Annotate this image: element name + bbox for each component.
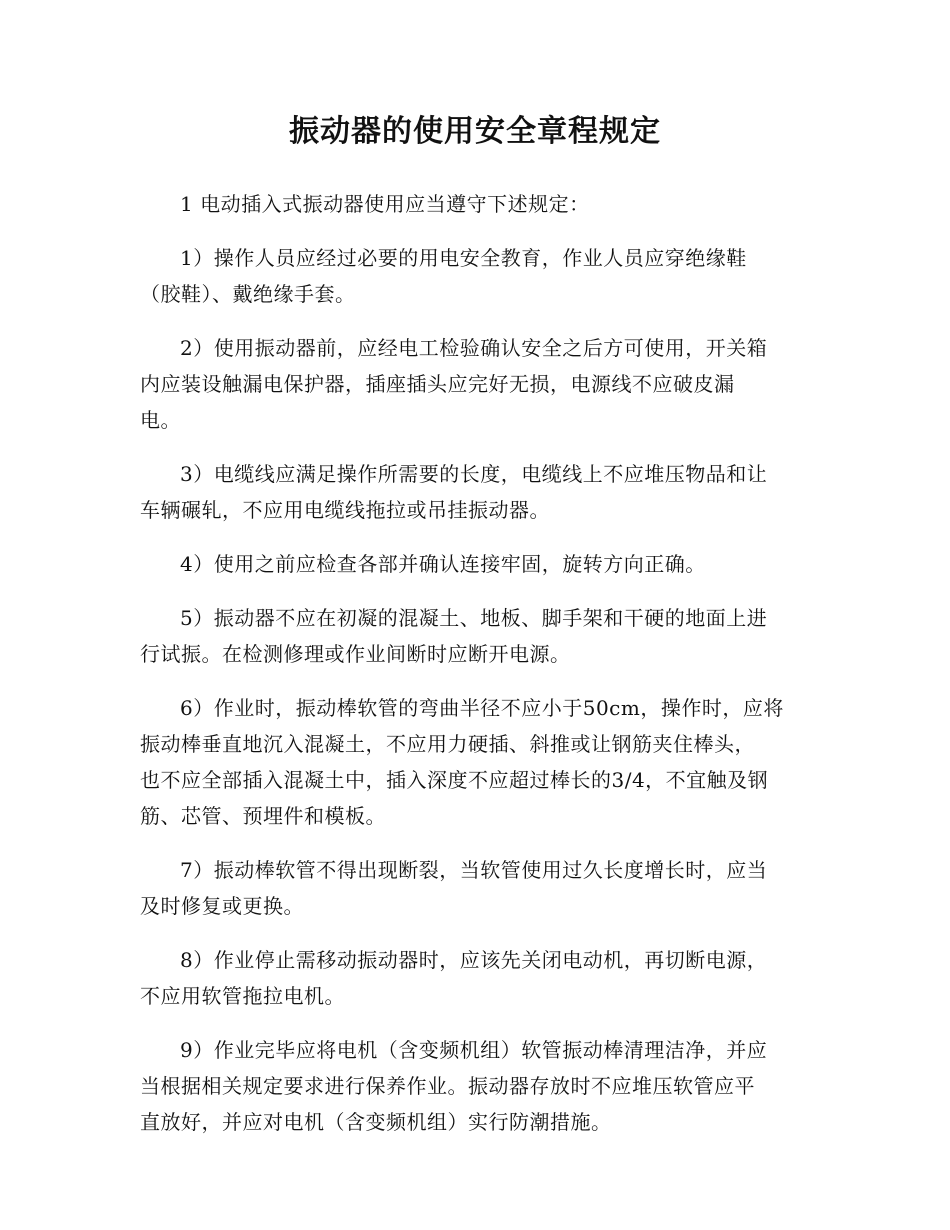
paragraph-item-1: 1）操作人员应经过必要的用电安全教育，作业人员应穿绝缘鞋 （胶鞋）、戴绝缘手套。 [140,246,747,306]
paragraph-item-5: 5）振动器不应在初凝的混凝土、地板、脚手架和干硬的地面上进 行试振。在检测修理或作业间断时应断开电源。 [140,606,768,666]
paragraph-item-7: 7）振动棒软管不得出现断裂，当软管使用过久长度增长时，应当 及时修复或更换。 [140,858,768,918]
document-title: 振动器的使用安全章程规定 [289,114,661,149]
paragraph-intro: 1 电动插入式振动器使用应当遵守下述规定： [180,192,590,216]
paragraph-item-2: 2）使用振动器前，应经电工检验确认安全之后方可使用，开关箱 内应装设触漏电保护器，插座插头应完好无损，电源线不应破皮漏 电。 [140,336,768,432]
paragraph-item-3: 3）电缆线应满足操作所需要的长度，电缆线上不应堆压物品和让 车辆碾轧，不应用电缆线拖拉或吊挂振动器。 [140,462,768,522]
paragraph-item-9: 9）作业完毕应将电机（含变频机组）软管振动棒清理洁净，并应 当根据相关规定要求进行保养作业。振动器存放时不应堆压软管应平 直放好，并应对电机（含变频机组）实行防潮措施。 [140,1038,768,1134]
paragraph-item-4: 4）使用之前应检查各部并确认连接牢固，旋转方向正确。 [180,552,706,576]
paragraph-item-8: 8）作业停止需移动振动器时，应该先关闭电动机，再切断电源， 不应用软管拖拉电机。 [140,948,768,1008]
paragraph-item-6: 6）作业时，振动棒软管的弯曲半径不应小于50cm，操作时，应将 振动棒垂直地沉入混凝土，不应用力硬插、斜推或让钢筋夹住棒头， 也不应全部插入混凝土中，插入深度不应超过棒长的3/4，不宜触及钢 筋、芯管、预埋件和模板。 [140,696,784,828]
